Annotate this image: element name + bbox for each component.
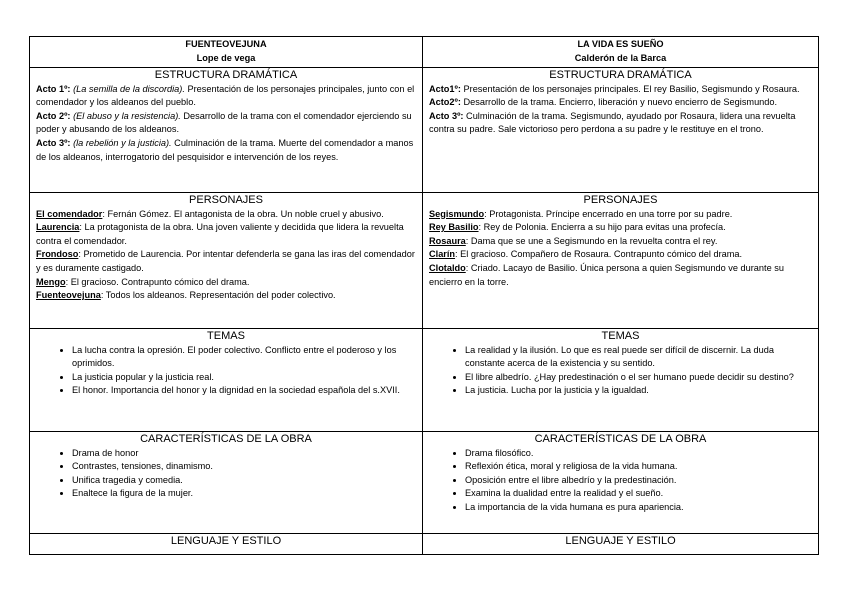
left-character: Laurencia: La protagonista de la obra. Una joven valiente y decidida que lidera la revuelta contra el comendador. bbox=[36, 222, 404, 246]
right-character: Rey Basilio: Rey de Polonia. Encierra a su hijo para evitas una profecía. bbox=[429, 222, 726, 233]
left-temas-heading: TEMAS bbox=[207, 330, 245, 343]
right-act: Acto 3º: Culminación de la trama. Segismundo, ayudado por Rosaura, lidera una revuelta contra su padre. Sale victorioso pero perdona a su padre y le restituye en el trono. bbox=[429, 110, 796, 135]
left-author: Lope de vega bbox=[196, 52, 256, 63]
left-act: Acto 3º: (la rebelión y la justicia). Culminación de la trama. Muerte del comendador a manos de los aldeanos, interrogatorio del pesquisidor e intervención de los reyes. bbox=[36, 137, 414, 162]
list-item: • La importancia de la vida humana es pura apariencia. bbox=[465, 501, 812, 515]
list-item: • La justicia. Lucha por la justicia y la igualdad. bbox=[465, 384, 812, 398]
right-character: Clotaldo: Criado. Lacayo de Basilio. Única persona a quien Segismundo ve durante su encierro en la torre. bbox=[429, 262, 784, 287]
title-row bbox=[30, 37, 819, 68]
right-temas-cell bbox=[423, 329, 819, 432]
right-temas-heading: TEMAS bbox=[601, 330, 640, 343]
list-item: • Drama de honor bbox=[72, 447, 416, 461]
caracteristicas-row bbox=[30, 432, 819, 534]
right-caracteristicas-list bbox=[429, 447, 812, 515]
left-title: FUENTEOVEJUNA bbox=[185, 39, 267, 49]
lenguaje-row bbox=[30, 534, 819, 555]
left-temas-cell bbox=[30, 329, 423, 432]
left-character: El comendador: Fernán Gómez. El antagonista de la obra. Un noble cruel y abusivo. bbox=[36, 208, 384, 219]
left-estructura-heading: ESTRUCTURA DRAMÁTICA bbox=[154, 69, 298, 82]
list-item: • Enaltece la figura de la mujer. bbox=[72, 487, 416, 501]
right-title: LA VIDA ES SUEÑO bbox=[577, 39, 664, 49]
list-item: • Oposición entre el libre albedrío y la predestinación. bbox=[465, 474, 812, 488]
left-character: Frondoso: Prometido de Laurencia. Por intentar defenderla se gana las iras del comendador y es duramente castigado. bbox=[36, 249, 415, 273]
right-lenguaje-heading: LENGUAJE Y ESTILO bbox=[565, 535, 676, 548]
right-personajes-cell bbox=[423, 193, 819, 329]
left-caracteristicas-cell bbox=[30, 432, 423, 534]
right-act: Acto1º: Presentación de los personajes principales. El rey Basilio, Segismundo y Rosaura. bbox=[429, 83, 800, 94]
list-item: • La lucha contra la opresión. El poder colectivo. Conflicto entre el poderoso y los oprimidos. bbox=[72, 344, 416, 371]
temas-row bbox=[30, 329, 819, 432]
comparison-table bbox=[29, 36, 819, 555]
right-author: Calderón de la Barca bbox=[574, 52, 667, 63]
personajes-row bbox=[30, 193, 819, 329]
list-item: • Unifica tragedia y comedia. bbox=[72, 474, 416, 488]
list-item: • Examina la dualidad entre la realidad y el sueño. bbox=[465, 487, 812, 501]
right-title-cell bbox=[423, 37, 819, 68]
left-act: Acto 1º: (La semilla de la discordia). Presentación de los personajes principales, junto con el comendador y los aldeanos del pueblo. bbox=[36, 83, 415, 108]
left-estructura-cell bbox=[30, 68, 423, 193]
left-caracteristicas-list bbox=[36, 447, 416, 501]
right-estructura-cell bbox=[423, 68, 819, 193]
left-personajes-cell bbox=[30, 193, 423, 329]
list-item: • Drama filosófico. bbox=[465, 447, 812, 461]
list-item: • La realidad y la ilusión. Lo que es real puede ser difícil de discernir. La duda constante acerca de la existencia y su sentido. bbox=[465, 344, 812, 371]
list-item: • El libre albedrío. ¿Hay predestinación o el ser humano puede decidir su destino? bbox=[465, 371, 812, 385]
right-character: Clarín: El gracioso. Compañero de Rosaura. Contrapunto cómico del drama. bbox=[429, 249, 743, 260]
list-item: • La justicia popular y la justicia real. bbox=[72, 371, 416, 385]
left-title-cell bbox=[30, 37, 423, 68]
right-caracteristicas-cell bbox=[423, 432, 819, 534]
right-temas-list bbox=[429, 344, 812, 398]
right-caracteristicas-heading: CARACTERÍSTICAS DE LA OBRA bbox=[534, 433, 707, 446]
left-caracteristicas-heading: CARACTERÍSTICAS DE LA OBRA bbox=[140, 433, 312, 446]
list-item: • Reflexión ética, moral y religiosa de la vida humana. bbox=[465, 460, 812, 474]
left-personajes-heading: PERSONAJES bbox=[189, 194, 263, 207]
left-character: Mengo: El gracioso. Contrapunto cómico del drama. bbox=[36, 276, 250, 287]
right-character: Rosaura: Dama que se une a Segismundo en la revuelta contra el rey. bbox=[429, 235, 718, 246]
left-character: Fuenteovejuna: Todos los aldeanos. Representación del poder colectivo. bbox=[36, 290, 336, 301]
estructura-row bbox=[30, 68, 819, 193]
left-lenguaje-cell bbox=[30, 534, 423, 555]
left-temas-list bbox=[36, 344, 416, 398]
left-act: Acto 2º: (El abuso y la resistencia). Desarrollo de la trama con el comendador ejerciendo su poder y abusando de los aldeanos. bbox=[36, 110, 412, 135]
right-character: Segismundo: Protagonista. Príncipe encerrado en una torre por su padre. bbox=[429, 208, 733, 219]
right-lenguaje-cell bbox=[423, 534, 819, 555]
right-personajes-heading: PERSONAJES bbox=[583, 194, 658, 207]
right-estructura-heading: ESTRUCTURA DRAMÁTICA bbox=[549, 69, 692, 82]
list-item: • Contrastes, tensiones, dinamismo. bbox=[72, 460, 416, 474]
right-act: Acto2º: Desarrollo de la trama. Encierro, liberación y nuevo encierro de Segismundo. bbox=[429, 97, 778, 108]
list-item: • El honor. Importancia del honor y la dignidad en la sociedad española del s.XVII. bbox=[72, 384, 416, 398]
left-lenguaje-heading: LENGUAJE Y ESTILO bbox=[170, 535, 282, 548]
